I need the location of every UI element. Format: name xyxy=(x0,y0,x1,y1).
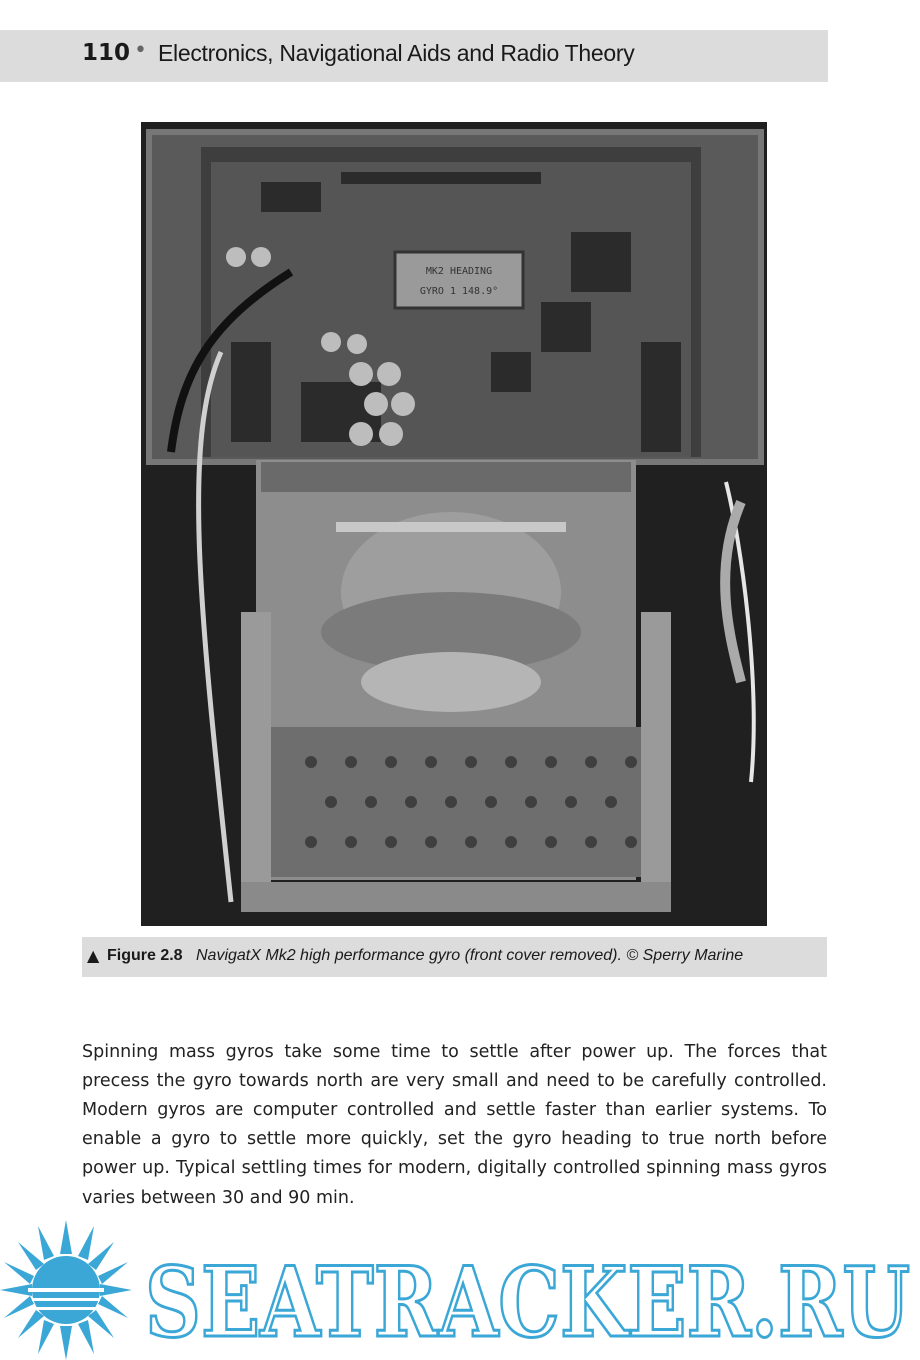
body-paragraph: Spinning mass gyros take some time to settle after power up. The forces that precess the gyro towards north are very small and need to be carefully controlled. Modern gyros are computer controlled and settle faster than earlier systems. To enable a gyro to settle more quickly, set the gyro heading to true north before power up. Typical settling times for modern, digitally controlled spinning mass gyros varies between 30 and 90 min. xyxy=(82,1041,827,1208)
gyro-photo xyxy=(141,122,767,926)
lcd-line-2: GYRO 1 148.9° xyxy=(419,286,499,297)
gyro-photo-illustration xyxy=(141,122,767,926)
figure-label: Figure 2.8 xyxy=(107,947,183,964)
header-bullet: • xyxy=(134,38,147,63)
page-number: 110 xyxy=(82,40,131,66)
caption-marker-icon: ▲ xyxy=(87,946,100,965)
lcd-line-1: MK2 HEADING xyxy=(425,266,493,277)
watermark-text: SEATRACKER.RU xyxy=(145,1246,910,1359)
running-title: Electronics, Navigational Aids and Radio Theory xyxy=(158,40,635,66)
figure-caption: NavigatX Mk2 high performance gyro (front cover removed). © Sperry Marine xyxy=(196,947,744,964)
sunburst-logo-icon xyxy=(0,1220,132,1360)
seatracker-watermark xyxy=(0,1218,920,1360)
